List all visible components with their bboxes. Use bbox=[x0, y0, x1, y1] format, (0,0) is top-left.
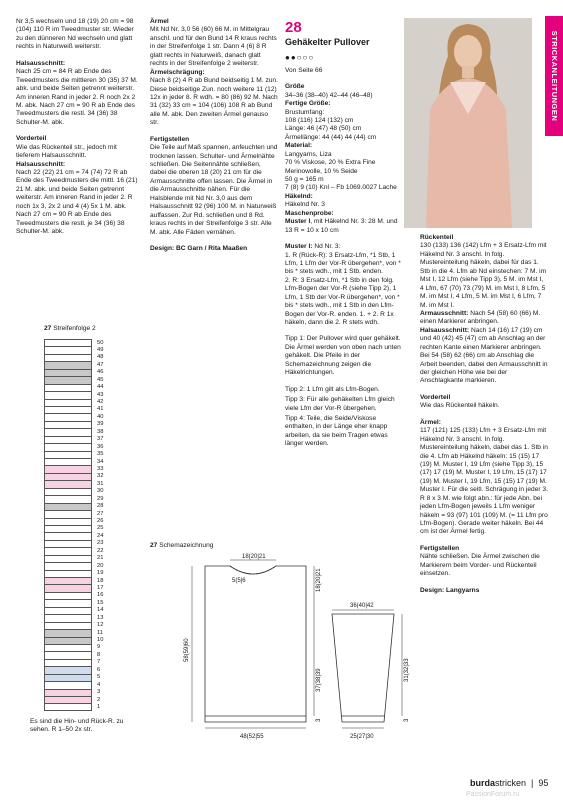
stripe-row bbox=[44, 384, 104, 391]
dim-body-top: 18(20|21 bbox=[242, 554, 266, 560]
stripe-row bbox=[44, 465, 104, 472]
stripe-row-number: 44 bbox=[97, 384, 104, 391]
stripe-row-number: 45 bbox=[97, 376, 104, 383]
heading-gauge: Maschenprobe: bbox=[285, 209, 334, 217]
sleeve-piece bbox=[332, 614, 394, 722]
sleeve-shaping-text: Nach 8 (2) 4 R ab Bund beidseitig 1 M. zun. Diese beidseitige Zun. noch weitere 11 (12) 12x in jeder 8. R wdh. = 80 (86) 92 M. Nach 31 (32) 33 cm = 104 (106) 108 R ab Bund alle M. abk. Den zweiten Ärmel genauso str. bbox=[150, 77, 278, 127]
armhole-text: Nach 54 (58) 60 (66) M. einen Markierer anbringen. bbox=[420, 309, 541, 326]
stripe-row bbox=[44, 510, 104, 517]
stripe-row-number: 37 bbox=[97, 436, 104, 443]
front-part-text: Wie das Rückenteil häkeln. bbox=[420, 402, 500, 410]
stripe-row bbox=[44, 480, 104, 487]
stripe-chart-label bbox=[44, 325, 96, 333]
stripe-row bbox=[44, 689, 101, 696]
pattern-number: 28 bbox=[285, 19, 302, 36]
section-tab bbox=[545, 16, 563, 136]
stripe-chart-note: Es sind die Hin- und Rück-R. zu sehen. R 1–50 2x str. bbox=[30, 718, 124, 734]
pattern-1-rows: 1. R (Rück-R): 3 Ersatz-Lfm, *1 Stb, 1 Lfm, 1 Lfm der Vor-R übergehen*, von * bis * stets wdh., mit 1 Stb. enden. 2. R: 3 Ersatz-Lfm, *1 Stb in den folg. Lfm-Bogen der Vor-R (siehe Tipp 2), 1 Lfm, 1 Stb der Vor-R übergehen*, von * bis * stets wdh., mit 1 Stb in den Lfm-Bogen der Vor-R. enden. 1. + 2. R 1x häkeln, dann die 2. R stets wdh. bbox=[285, 251, 401, 326]
stripe-row bbox=[44, 451, 104, 458]
stripe-row bbox=[44, 674, 101, 681]
stripe-row bbox=[44, 488, 104, 495]
stripe-row-number: 16 bbox=[97, 592, 104, 599]
stripe-row-number: 7 bbox=[97, 659, 101, 666]
stripe-row bbox=[44, 592, 104, 599]
dim-width: 48(52|55 bbox=[240, 734, 264, 740]
stripe-row bbox=[44, 361, 104, 368]
back-tweed-text: Nr 3,5 wechseln und 18 (19) 20 cm = 98 (104) 110 R im Tweedmuster str. Wieder zu den dünneren Nd wechseln und glatt rechts in Naturweiß weiterstr. bbox=[16, 18, 134, 51]
finishing-text: Die Teile auf Maß spannen, anfeuchten und trocknen lassen. Schulter- und Ärmelnähte schließen. Die Seitennähte schließen, dabei die oberen 18 (20) 21 cm für die Armausschnitte offen lassen. Die Ärmel in die Armausschnitte nähen. Für die Halsblende mit Nd Nr. 3,0 aus dem Halsausschnitt 92 (96) 100 M. in Naturweiß auffassen. Zur Rd. schließen und 8 Rd. kraus rechts in der Streifenfolge 3 str. Alle M. abk. Alle Fäden vernähen. bbox=[150, 144, 278, 236]
column-1 bbox=[16, 18, 142, 245]
stripe-row bbox=[44, 518, 104, 525]
back-text: 130 (133) 136 (142) Lfm + 3 Ersatz-Lfm mit Häkelnd Nr. 3 anschl. In folg. Mustereinteilung häkeln, dabei für das 1. Stb in die 4. Lfm ab Nd einstechen: 7 M. im Mst I, 12 Lfm (siehe Tipp 3), 5 M. im Mst I, 4 Lfm, 67 (70) 73 (79) M. im Mst I, 8 Lfm, 5 M. im Mst I, 4 Lfm, 5 M. im Mst I, 6 Lfm, 7 M. im Mst I. bbox=[420, 242, 547, 309]
footer-brand-bold: burda bbox=[470, 778, 496, 788]
stripe-row-number: 50 bbox=[97, 339, 104, 346]
pattern-1-hook: Nd Nr. 3: bbox=[314, 243, 341, 251]
stripe-row-number: 9 bbox=[97, 644, 101, 651]
stripe-row-number: 49 bbox=[97, 346, 104, 353]
column-2 bbox=[150, 18, 278, 261]
stripe-row bbox=[44, 339, 104, 346]
dim-side-right: 18(20|21 bbox=[316, 568, 322, 592]
dim-armhole-low: 37(38|39 bbox=[316, 668, 322, 692]
stripe-row-number: 22 bbox=[97, 547, 104, 554]
watermark: PassionForum.ru bbox=[466, 791, 520, 798]
stripe-row-number: 21 bbox=[97, 555, 104, 562]
dim-neck: 5(5|6 bbox=[232, 578, 246, 584]
stripe-row bbox=[44, 421, 104, 428]
heading-hook: Häkelnd: bbox=[285, 192, 313, 200]
schematic-drawing bbox=[150, 552, 420, 752]
finished-size-text: Brustumfang: 108 (116) 124 (132) cm Länge: 46 (47) 48 (50) cm Ärmellänge: 44 (44) 44 (44) cm bbox=[285, 108, 377, 141]
stripe-row bbox=[44, 622, 104, 629]
schema-label bbox=[150, 542, 213, 550]
stripe-row-number: 25 bbox=[97, 525, 104, 532]
from-page: Von Seite 66 bbox=[285, 66, 323, 74]
schema-num: 27 bbox=[150, 542, 158, 549]
stripe-row-number: 14 bbox=[97, 607, 104, 614]
heading-neckline: Halsausschnitt: bbox=[420, 326, 470, 334]
sleeve-text: Mit Nd Nr. 3,0 56 (60) 66 M. in Mittelgrau anschl. und für den Bund 14 R kraus rechts in der Streifenfolge 1 str. Dann 4 (6) 8 R glatt rechts in Naturweiß, danach glatt rechts in der Streifenfolge 2 weiterstr. bbox=[150, 26, 277, 68]
tip-1: Tipp 1: Der Pullover wird quer gehäkelt. Die Ärmel werden von oben nach unten gehäkelt. Die Pfeile in der Schemazeichnung zeigen die Häkelrichtungen. bbox=[285, 335, 401, 377]
heading-finishing: Fertigstellen bbox=[150, 135, 190, 143]
neckline-text: Nach 14 (16) 17 (19) cm und 40 (42) 45 (47) cm ab Anschlag an der rechten Kante einen Markierer anbringen. Bei 54 (58) 62 (66) cm ab Anschlag die Arbeit beenden, dabei den Armausschnitt in der gleichen Höhe wie bei der Anschlagkante markieren. bbox=[420, 326, 548, 385]
stripe-row-number: 1 bbox=[97, 703, 101, 710]
finish-text: Nähte schließen. Die Ärmel zwischen die Markierern beim Vorder- und Rückenteil einsetzen. bbox=[420, 553, 540, 578]
model-photo bbox=[404, 18, 532, 228]
page-footer: burdastricken | 95 bbox=[470, 778, 549, 788]
dim-sleeve-top: 36(40|42 bbox=[350, 603, 374, 609]
design-credit-2: Design: Langyarns bbox=[420, 586, 480, 594]
stripe-row-number: 34 bbox=[97, 458, 104, 465]
stripe-row-number: 29 bbox=[97, 495, 104, 502]
stripe-row-number: 10 bbox=[97, 637, 104, 643]
stripe-row-number: 17 bbox=[97, 584, 104, 591]
heading-front-part: Vorderteil bbox=[420, 393, 451, 401]
stripe-row bbox=[44, 644, 101, 651]
heading-sleeves: Ärmel: bbox=[420, 418, 441, 426]
size-text: 34–36 (38–40) 42–44 (46–48) bbox=[285, 91, 373, 99]
hook-text: Häkelnd Nr. 3 bbox=[285, 201, 325, 209]
stripe-row bbox=[44, 369, 104, 376]
stripe-row-number: 11 bbox=[97, 629, 104, 636]
dim-sleeve-width: 25(27|30 bbox=[350, 734, 374, 740]
column-4 bbox=[420, 234, 548, 603]
stripe-row bbox=[44, 703, 101, 710]
gauge-pattern: Muster I bbox=[285, 218, 311, 226]
dim-total-height: 58(59|60 bbox=[184, 638, 190, 662]
tip-3: Tipp 3: Für alle gehäkelten Lfm gleich viele Lfm der Vor-R übergehen. bbox=[285, 396, 395, 412]
stripe-row bbox=[44, 666, 101, 673]
stripe-row-number: 3 bbox=[97, 689, 101, 696]
heading-sleeve: Ärmel bbox=[150, 18, 169, 25]
stripe-row-number: 36 bbox=[97, 443, 104, 450]
stripe-chart-num: 27 bbox=[44, 325, 52, 332]
tip-2: Tipp 2: 1 Lfm gilt als Lfm-Bogen. bbox=[285, 385, 380, 393]
tip-4: Tipp 4: Teile, die Seide/Viskose enthalten, in der Länge eher knapp arbeiten, da sie beim Tragen etwas länger werden. bbox=[285, 414, 388, 448]
stripe-row-number: 48 bbox=[97, 354, 104, 361]
stripe-row-number: 24 bbox=[97, 532, 104, 539]
stripe-row bbox=[44, 532, 104, 539]
heading-finish: Fertigstellen bbox=[420, 544, 460, 552]
dimension-lines bbox=[192, 560, 314, 728]
stripe-row bbox=[44, 577, 104, 584]
stripe-row-number: 30 bbox=[97, 488, 104, 495]
stripe-row bbox=[44, 547, 104, 554]
stripe-row bbox=[44, 399, 104, 406]
heading-front: Vorderteil bbox=[16, 135, 47, 143]
stripe-row-number: 33 bbox=[97, 465, 104, 472]
heading-pattern-1: Muster I: bbox=[285, 243, 313, 251]
stripe-row-number: 26 bbox=[97, 518, 104, 524]
stripe-row bbox=[44, 629, 104, 636]
stripe-row-number: 39 bbox=[97, 421, 104, 428]
stripe-row-number: 23 bbox=[97, 540, 104, 547]
stripe-row-number: 40 bbox=[97, 413, 104, 420]
dim-rib: 3 bbox=[316, 718, 322, 722]
stripe-row-number: 28 bbox=[97, 503, 104, 510]
stripe-row bbox=[44, 614, 104, 621]
stripe-row bbox=[44, 525, 104, 532]
stripe-row bbox=[44, 681, 101, 688]
stripe-row-number: 46 bbox=[97, 369, 104, 376]
material-text: Langyarns, Liza 70 % Viskose, 20 % Extra Fine Merinowolle, 10 % Seide 50 g = 165 m 7 (8) 9 (10) Knl – Fb 1069.0027 Lache bbox=[285, 150, 397, 192]
heading-front-neck: Halsausschnitt: bbox=[16, 160, 66, 168]
model-figure bbox=[404, 18, 532, 228]
stripe-row-number: 4 bbox=[97, 681, 101, 688]
stripe-row bbox=[44, 637, 104, 644]
stripe-row-number: 5 bbox=[97, 674, 101, 681]
pattern-title: Gehäkelter Pullover bbox=[285, 37, 370, 47]
schema-title: Schemazeichnung bbox=[159, 542, 214, 549]
stripe-row bbox=[44, 413, 104, 420]
stripe-row bbox=[44, 346, 104, 353]
stripe-row-number: 20 bbox=[97, 562, 104, 569]
stripe-row-number: 35 bbox=[97, 451, 104, 458]
stripe-row bbox=[44, 495, 104, 502]
stripe-row-number: 41 bbox=[97, 406, 104, 413]
stripe-chart bbox=[44, 339, 104, 711]
stripe-row-number: 43 bbox=[97, 391, 104, 398]
heading-sleeve-shaping: Ärmelschrägung: bbox=[150, 68, 205, 76]
neck-text: Nach 25 cm = 84 R ab Ende des Tweedmusters die mittleren 30 (35) 37 M. abk. und beide Seiten getrennt weiterstr. Am inneren Rand in jeder 2. R noch 2x 2 M. abk. Nach 27 cm = 90 R ab Ende des Tweedmusters die restl. 34 (36) 38 Schulter-M. abk. bbox=[16, 68, 138, 126]
page-number: 95 bbox=[538, 778, 549, 788]
heading-finished-size: Fertige Größe: bbox=[285, 100, 331, 108]
front-text: Wie das Rückenteil str., jedoch mit tieferem Halsausschnitt. bbox=[16, 143, 117, 160]
stripe-row bbox=[44, 428, 104, 435]
dim-sleeve-length: 31(32|33 bbox=[404, 658, 410, 682]
difficulty-dots: ●●○○○ bbox=[285, 52, 315, 62]
section-tab-label: STRICKANLEITUNGEN bbox=[549, 30, 559, 122]
heading-size: Größe bbox=[285, 83, 305, 91]
front-neck-text: Nach 22 (22) 21 cm = 74 (74) 72 R ab Ende des Tweedmusters die mittl. 16 (21) 21 M. abk. und beide Seiten getrennt weiterstr. Am inneren Rand in jeder 2. R noch 1x 3, 2x 2 und 4 (4) 5x 1 M. abk. Nach 27 cm = 90 R ab Ende des Tweedmusters die restl. je 34 (36) 38 Schulter-M. abk. bbox=[16, 169, 138, 236]
stripe-row-number: 18 bbox=[97, 577, 104, 584]
heading-neck: Halsausschnitt: bbox=[16, 59, 66, 67]
stripe-chart-title: Streifenfolge 2 bbox=[53, 325, 96, 332]
stripe-row-number: 19 bbox=[97, 570, 104, 577]
sleeves-text: 117 (121) 125 (133) Lfm + 3 Ersatz-Lfm mit Häkelnd Nr. 3 anschl. In folg. Mustereinteilung häkeln, dabei das 1. Stb in die 4. Lfm ab Häkelnd häkeln: 15 (15) 17 (19) M. Muster I, 19 Lfm (siehe Tipp 3), 15 (17) 17 (19) M. Muster I, 19 Lfm, 15 (17) 17 (19) M. Muster I, 19 Lfm, 15 (15) 17 (19) M. Muster I. Für die seitl. Schrägung in jeder 3. R 8 x 3 M. wie folgt abn.: für jede Abn. bei jeden Lfm-Bogen jeweils 1 Lfm weniger häkeln = 93 (97) 101 (109) M. (= 11 Lfm pro Lfm-Bogen). Gerade weiter häkeln. Bei 44 cm ist der Ärmel fertig. bbox=[420, 427, 548, 536]
footer-brand: stricken bbox=[495, 778, 527, 788]
stripe-row-number: 12 bbox=[97, 622, 104, 629]
stripe-row bbox=[44, 607, 104, 614]
heading-armhole: Armausschnitt: bbox=[420, 309, 469, 317]
body-piece bbox=[205, 566, 306, 722]
stripe-row bbox=[44, 503, 104, 510]
heading-material: Material: bbox=[285, 142, 313, 150]
stripe-row bbox=[44, 562, 104, 569]
stripe-row-number: 27 bbox=[97, 510, 104, 517]
stripe-row-number: 6 bbox=[97, 666, 101, 673]
stripe-row-number: 15 bbox=[97, 599, 104, 606]
stripe-row-number: 32 bbox=[97, 473, 104, 480]
heading-back: Rückenteil bbox=[420, 234, 454, 241]
stripe-row bbox=[44, 584, 104, 591]
stripe-row bbox=[44, 391, 104, 398]
design-credit: Design: BC Garn / Rita Maaßen bbox=[150, 244, 248, 252]
stripe-row-number: 38 bbox=[97, 428, 104, 435]
stripe-row bbox=[44, 443, 104, 450]
stripe-row bbox=[44, 651, 101, 658]
gauge-text: , mit Häkelnd Nr. 3: 28 M. und 13 R = 10 x 10 cm bbox=[285, 218, 398, 234]
stripe-row bbox=[44, 696, 101, 703]
stripe-row-number: 42 bbox=[97, 399, 104, 405]
stripe-row bbox=[44, 473, 104, 480]
stripe-row bbox=[44, 376, 104, 383]
stripe-row-number: 47 bbox=[97, 361, 104, 368]
stripe-row-number: 13 bbox=[97, 614, 104, 621]
stripe-row bbox=[44, 555, 104, 562]
stripe-row-number: 2 bbox=[97, 696, 101, 703]
stripe-row bbox=[44, 599, 104, 606]
stripe-row bbox=[44, 540, 104, 547]
stripe-row-number: 31 bbox=[97, 480, 104, 487]
stripe-row bbox=[44, 659, 101, 666]
stripe-row bbox=[44, 458, 104, 465]
stripe-row-number: 8 bbox=[97, 651, 101, 658]
dim-sleeve-rib: 3 bbox=[404, 718, 410, 722]
stripe-row bbox=[44, 570, 104, 577]
stripe-row bbox=[44, 354, 104, 361]
stripe-row bbox=[44, 436, 104, 443]
stripe-row bbox=[44, 406, 104, 413]
column-3 bbox=[285, 19, 403, 457]
